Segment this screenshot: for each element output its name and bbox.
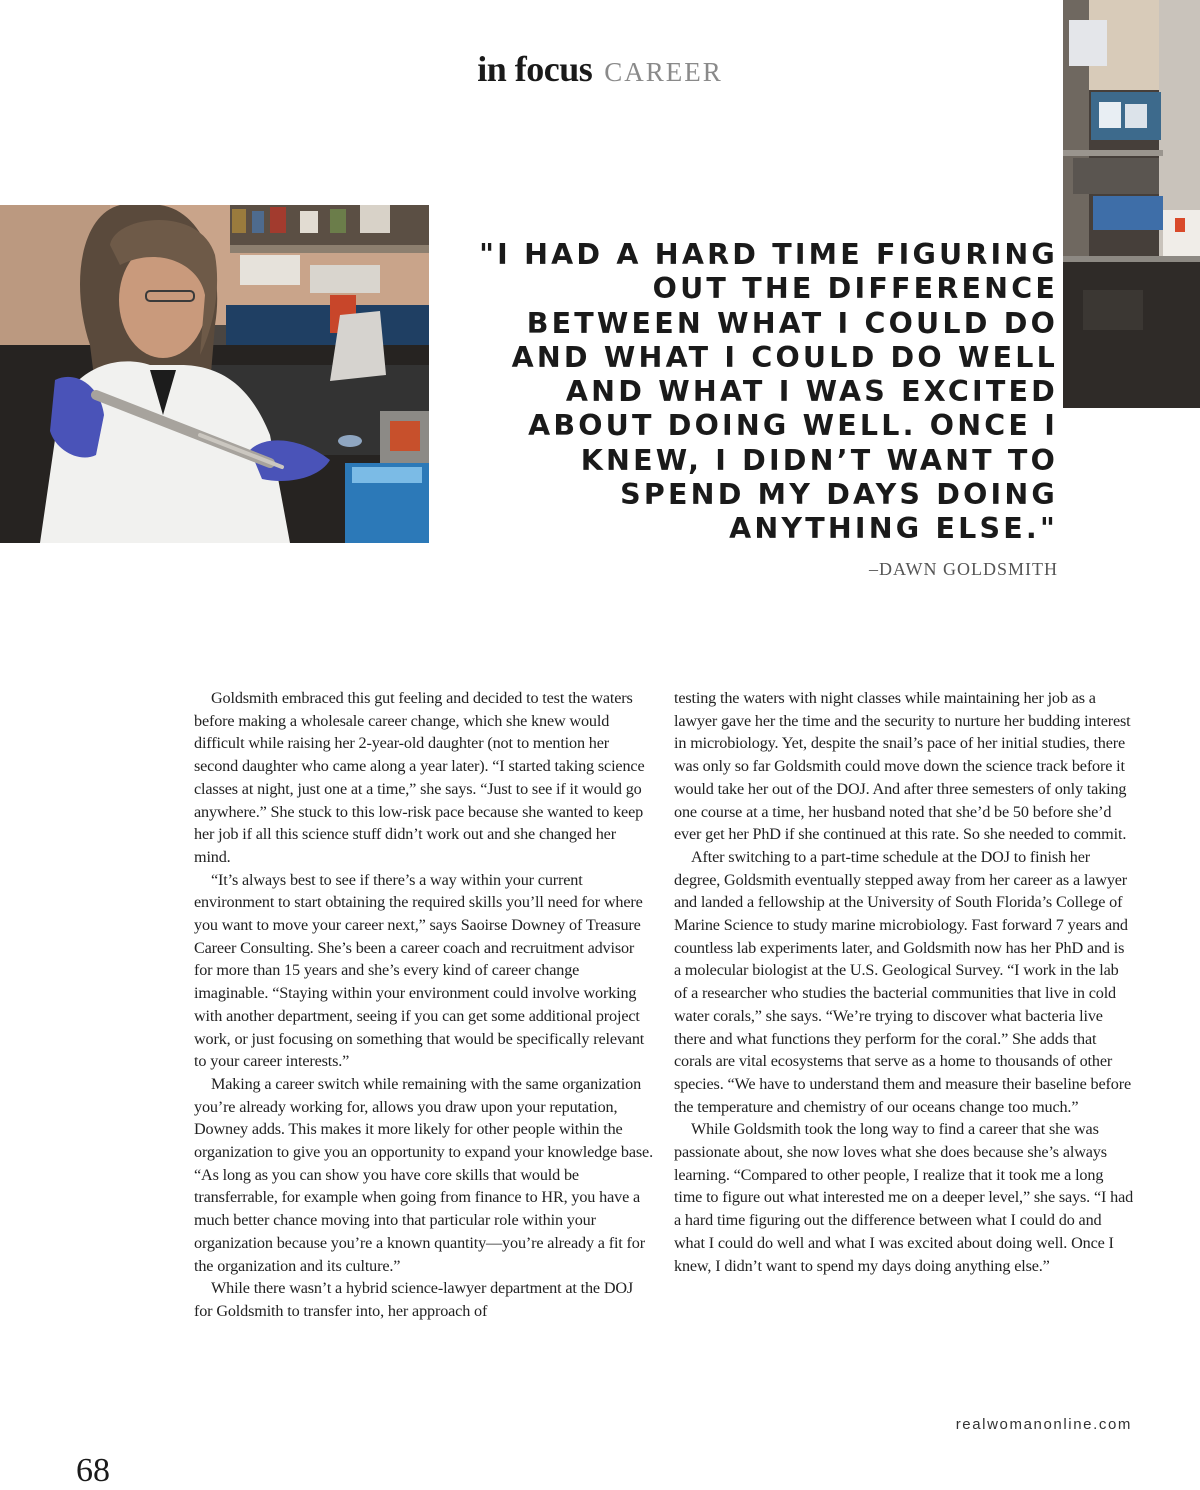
paragraph: Making a career switch while remaining with the same organization you’re already working for, allows you draw upon your reputation, Downey adds. This makes it more likely for other people within the organization to give you an opportunity to expand your knowledge base. “As long as you can show you have core skills that would be transferrable, for example when going from finance to HR, you have a much better chance moving into that particular role within your organization because you’re a known quantity—you’re already a fit for the organization and its culture.”	[194, 1074, 653, 1275]
pull-quote	[470, 238, 1058, 580]
website-url: realwomanonline.com	[955, 1416, 1132, 1433]
scientist-pipette-photo	[0, 205, 429, 543]
section-header	[0, 48, 1200, 90]
paragraph: Goldsmith embraced this gut feeling and decided to test the waters before making a wholesale career change, which she knew would difficult while raising her 2-year-old daughter (not to mention her second daughter who came along a year later). “I started taking science classes at night, just one at a time,” she says. “Just to see if it would go anywhere.” She stuck to this low-risk pace because she wanted to keep her job if all this science stuff didn’t work out and she changed her mind.	[194, 689, 645, 866]
paragraph: While Goldsmith took the long way to find a career that she was passionate about, she now loves what she does because she’s always learning. “Compared to other people, I realize that it took me a long time to figure out what interested me on a deeper level,” she says. “I had a hard time figuring out the difference between what I could do and what I could do well and what I was excited about doing well. Once I knew, I didn’t want to spend my days doing anything else.”	[674, 1120, 1134, 1275]
pull-quote-text: "I HAD A HARD TIME FIGURING OUT THE DIFFERENCE BETWEEN WHAT I COULD DO AND WHAT I COULD DO WELL AND WHAT I WAS EXCITED ABOUT DOING WELL. ONCE I KNEW, I DIDN’T WANT TO SPEND MY DAYS DOING ANYTHING ELSE."	[479, 238, 1058, 546]
paragraph: After switching to a part-time schedule at the DOJ to finish her degree, Goldsmith eventually stepped away from her career as a lawyer and landed a fellowship at the University of South Florida’s College of Marine Science to study marine microbiology. Fast forward 7 years and countless lab experiments later, and Goldsmith now has her PhD and is a molecular biologist at the U.S. Geological Survey. “I work in the lab of a researcher who studies the bacterial communities that live in cold water corals,” she says. “We’re trying to discover what bacteria live there and what functions they perform for the coral.” She adds that corals are vital ecosystems that serve as a home to thousands of other species. “We have to understand them and measure their baseline before the temperature and chemistry of our oceans change too much.”	[674, 847, 1131, 1116]
article-column-left	[194, 687, 654, 1323]
paragraph: “It’s always best to see if there’s a way within your current environment to start obtaining the required skills you’ll need for where you want to move your career next,” says Saoirse Downey of Treasure Career Consulting. She’s been a career coach and recruitment advisor for more than 15 years and she’s every kind of career change imaginable. “Staying within your environment could involve working with another department, seeing if you can get some additional project work, or just focusing on something that would be specifically relevant to your career interests.”	[194, 870, 645, 1071]
page-number: 68	[76, 1452, 110, 1489]
article-column-right	[674, 687, 1134, 1277]
paragraph: testing the waters with night classes while maintaining her job as a lawyer gave her the time and the security to nurture her budding interest in microbiology. Yet, despite the snail’s pace of her initial studies, there was only so far Goldsmith could move down the science track before it would take her out of the DOJ. And after three semesters of only taking one course at a time, her husband noted that she’d be 50 before she’d ever get her PhD if she continued at this rate. So she needed to commit.	[674, 689, 1131, 844]
pull-quote-attribution: –DAWN GOLDSMITH	[868, 558, 1058, 579]
magazine-brand: in focus	[477, 49, 593, 89]
lab-equipment-photo	[1063, 0, 1200, 408]
paragraph: While there wasn’t a hybrid science-lawyer department at the DOJ for Goldsmith to transfer into, her approach of	[194, 1279, 634, 1320]
section-label: CAREER	[604, 57, 723, 87]
